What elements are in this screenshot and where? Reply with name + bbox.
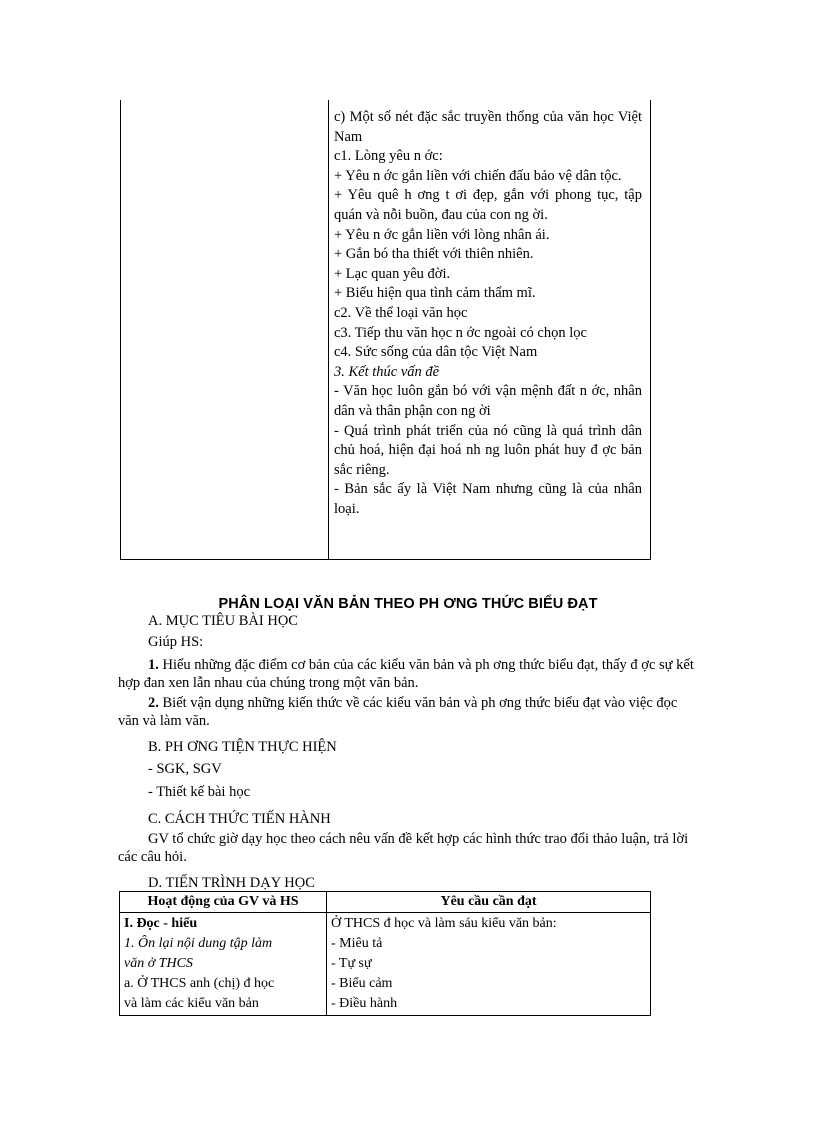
text-line: - Bản sắc ấy là Việt Nam nhưng cũng là của nhân loại.: [334, 481, 642, 517]
section-b-item: - SGK, SGV: [148, 761, 222, 777]
cell-line: a. Ở THCS anh (chị) đ học: [124, 976, 275, 991]
table-border-bottom: [120, 559, 650, 560]
cell-line: Ở THCS đ học và làm sáu kiểu văn bản:: [331, 916, 557, 931]
cell-line: - Miêu tả: [331, 936, 383, 951]
cell-line: - Điều hành: [331, 996, 398, 1011]
cell-line: 1. Ôn lại nội dung tập làm: [124, 936, 273, 951]
page-title: PHÂN LOẠI VĂN BẢN THEO PH ƠNG THỨC BIỂU ĐẠT: [218, 596, 598, 612]
item-number: 2.: [148, 695, 159, 711]
table-row: [120, 913, 651, 1016]
text-line: + Yêu n ớc gắn liền với lòng nhân ái.: [334, 226, 550, 243]
item-text: Biết vận dụng những kiến thức về các kiểu văn bản và ph ơng thức biểu đạt vào việc đọc văn và làm văn.: [118, 695, 678, 729]
cell-line: - Biểu cảm: [331, 976, 393, 991]
section-a-intro: Giúp HS:: [148, 634, 204, 650]
table-border-right: [650, 100, 651, 560]
text-line: c4. Sức sống của dân tộc Việt Nam: [334, 344, 538, 361]
table-right-cell: [334, 108, 642, 519]
table-header-row: [120, 892, 651, 913]
column-header: Hoạt động của GV và HS: [120, 892, 327, 913]
text-line: + Yêu n ớc gắn liền với chiến đấu bảo vệ dân tộc.: [334, 167, 622, 184]
section-b-heading: B. PH ƠNG TIỆN THỰC HIỆN: [148, 739, 337, 755]
text-line: c1. Lòng yêu n ớc:: [334, 148, 443, 165]
text-line: + Biểu hiện qua tình cảm thẩm mĩ.: [334, 285, 536, 302]
table-divider: [328, 100, 329, 560]
text-line: + Yêu quê h ơng t ơi đẹp, gắn với phong tục, tập quán và nỗi buồn, đau của con ng ời.: [334, 187, 642, 223]
text-line: + Gắn bó tha thiết với thiên nhiên.: [334, 246, 534, 263]
section-c-heading: C. CÁCH THỨC TIẾN HÀNH: [148, 811, 331, 827]
item-number: 1.: [148, 657, 159, 673]
table-cell-activity: [120, 913, 327, 1016]
cell-line: - Tự sự: [331, 956, 372, 971]
cell-line: và làm các kiểu văn bản: [124, 996, 259, 1011]
section-b-item: - Thiết kế bài học: [148, 784, 251, 800]
column-header: Yêu cầu cần đạt: [327, 892, 651, 913]
table-border-left: [120, 100, 121, 560]
cell-line: văn ở THCS: [124, 956, 193, 971]
section-a-item-2: [118, 694, 698, 730]
content-table-continued: [120, 100, 650, 560]
text-line: - Quá trình phát triển của nó cũng là quá trình dân chủ hoá, hiện đại hoá nh ng luôn phát huy đ ợc bản sắc riêng.: [334, 422, 642, 478]
text-line: - Văn học luôn gắn bó với vận mệnh đất n ớc, nhân dân và thân phận con ng ời: [334, 383, 642, 419]
section-c-text: GV tổ chức giờ dạy học theo cách nêu vấn đề kết hợp các hình thức trao đổi thảo luận, trả lời các câu hỏi.: [118, 831, 689, 865]
text-line: c2. Về thể loại văn học: [334, 304, 468, 321]
table-cell-requirement: [327, 913, 651, 1016]
cell-line: I. Đọc - hiểu: [124, 916, 198, 931]
text-line: c3. Tiếp thu văn học n ớc ngoài có chọn lọc: [334, 324, 587, 341]
subheading-line: 3. Kết thúc vấn đề: [334, 363, 440, 380]
lesson-plan-table: [119, 891, 651, 1016]
text-line: + Lạc quan yêu đời.: [334, 265, 451, 282]
text-line: c) Một số nét đặc sắc truyền thống của văn học Việt Nam: [334, 109, 642, 145]
section-d-heading: D. TIẾN TRÌNH DẠY HỌC: [148, 875, 315, 891]
item-text: Hiểu những đặc điểm cơ bản của các kiểu văn bản và ph ơng thức biểu đạt, thấy đ ợc sự kết hợp đan xen lẫn nhau của chúng trong một văn bản.: [118, 657, 694, 691]
section-a-item-1: [118, 656, 698, 692]
section-a-heading: A. MỤC TIÊU BÀI HỌC: [148, 613, 298, 629]
